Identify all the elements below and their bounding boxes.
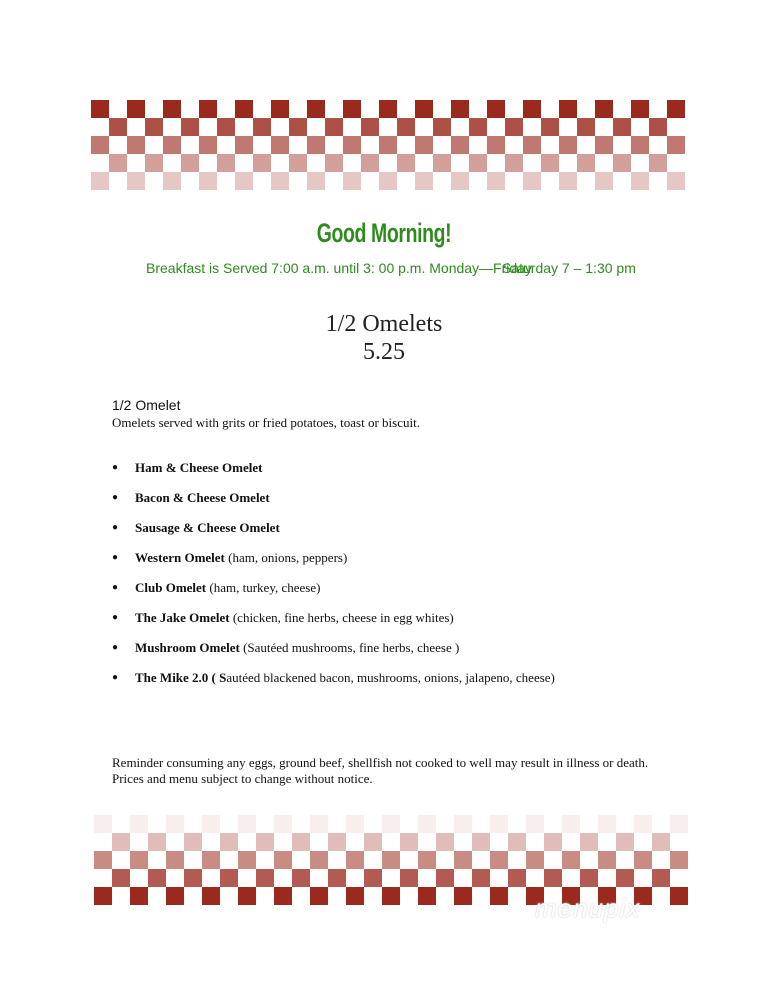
sub-heading: 1/2 Omelet	[112, 397, 181, 413]
checker-square	[652, 833, 670, 851]
checker-square	[271, 172, 289, 190]
watermark-logo: menupix	[535, 893, 641, 923]
checker-square	[307, 136, 325, 154]
checker-square	[616, 833, 634, 851]
list-item: ● The Jake Omelet (chicken, fine herbs, cheese in egg whites)	[112, 610, 454, 625]
checker-square	[235, 136, 253, 154]
checker-square	[112, 869, 130, 887]
checker-square	[508, 833, 526, 851]
checker-square	[127, 136, 145, 154]
checker-square	[199, 136, 217, 154]
checker-square	[163, 172, 181, 190]
checker-square	[166, 887, 184, 905]
checker-square	[274, 815, 292, 833]
checker-square	[130, 851, 148, 869]
checker-square	[670, 887, 688, 905]
section-title	[0, 310, 768, 366]
checker-square	[523, 172, 541, 190]
checker-square	[487, 100, 505, 118]
checker-square	[127, 100, 145, 118]
bullet-icon: ●	[112, 672, 119, 683]
checker-square	[91, 100, 109, 118]
checker-square	[310, 851, 328, 869]
checker-square	[109, 118, 127, 136]
checker-square	[274, 851, 292, 869]
checker-square	[238, 887, 256, 905]
checker-square	[184, 869, 202, 887]
checker-square	[400, 833, 418, 851]
checker-square	[667, 100, 685, 118]
health-notice	[112, 755, 648, 787]
checker-square	[667, 172, 685, 190]
checker-square	[145, 154, 163, 172]
checker-square	[559, 172, 577, 190]
checker-square	[670, 851, 688, 869]
section-name: 1/2 Omelets	[325, 311, 443, 337]
checker-square	[649, 118, 667, 136]
checker-square	[163, 100, 181, 118]
bullet-icon: ●	[112, 642, 119, 653]
checker-square	[256, 833, 274, 851]
checker-square	[217, 118, 235, 136]
checker-square	[523, 136, 541, 154]
bottom-checker-band	[94, 815, 688, 905]
checker-square	[94, 815, 112, 833]
list-item: ● Western Omelet (ham, onions, peppers)	[112, 550, 348, 565]
checker-square	[562, 815, 580, 833]
checker-square	[598, 851, 616, 869]
checker-square	[292, 833, 310, 851]
checker-square	[202, 815, 220, 833]
checker-square	[613, 118, 631, 136]
checker-square	[145, 118, 163, 136]
list-item: ● The Mike 2.0 ( Sautéed blackened bacon, mushrooms, onions, jalapeno, cheese)	[112, 670, 555, 685]
checker-square	[541, 118, 559, 136]
checker-square	[487, 172, 505, 190]
checker-square	[433, 154, 451, 172]
checker-square	[418, 815, 436, 833]
checker-square	[418, 887, 436, 905]
checker-square	[415, 100, 433, 118]
checker-square	[382, 815, 400, 833]
checker-square	[580, 869, 598, 887]
checker-square	[271, 100, 289, 118]
checker-square	[505, 154, 523, 172]
checker-square	[166, 851, 184, 869]
checker-square	[343, 136, 361, 154]
checker-square	[184, 833, 202, 851]
checker-square	[631, 136, 649, 154]
checker-square	[577, 118, 595, 136]
checker-square	[220, 869, 238, 887]
checker-square	[631, 100, 649, 118]
checker-square	[379, 100, 397, 118]
checker-square	[235, 172, 253, 190]
checker-square	[595, 172, 613, 190]
checker-square	[325, 118, 343, 136]
notice-line-1: Reminder consuming any eggs, ground beef, shellfish not cooked to well may result in illness or death.	[112, 755, 649, 770]
checker-square	[616, 869, 634, 887]
checker-square	[508, 869, 526, 887]
checker-square	[364, 833, 382, 851]
bullet-icon: ●	[112, 612, 119, 623]
bullet-icon: ●	[112, 582, 119, 593]
checker-square	[397, 118, 415, 136]
checker-square	[310, 815, 328, 833]
checker-square	[148, 869, 166, 887]
checker-square	[253, 118, 271, 136]
checker-square	[541, 154, 559, 172]
saturday-hours: Saturday 7 – 1:30 pm	[502, 260, 636, 276]
checker-square	[490, 851, 508, 869]
checker-square	[472, 833, 490, 851]
checker-square	[613, 154, 631, 172]
checker-square	[310, 887, 328, 905]
checker-square	[346, 887, 364, 905]
checker-square	[361, 154, 379, 172]
checker-square	[667, 136, 685, 154]
list-item: ● Sausage & Cheese Omelet	[112, 520, 280, 535]
bullet-icon: ●	[112, 552, 119, 563]
checker-square	[382, 851, 400, 869]
checker-square	[343, 172, 361, 190]
checker-square	[433, 118, 451, 136]
checker-square	[181, 118, 199, 136]
checker-square	[346, 815, 364, 833]
checker-square	[202, 851, 220, 869]
checker-square	[289, 154, 307, 172]
checker-square	[397, 154, 415, 172]
checker-square	[415, 172, 433, 190]
checker-square	[91, 136, 109, 154]
checker-square	[436, 833, 454, 851]
checker-square	[559, 100, 577, 118]
checker-square	[91, 172, 109, 190]
greeting-heading: Good Morning!	[316, 218, 452, 248]
checker-square	[328, 833, 346, 851]
checker-square	[328, 869, 346, 887]
bullet-icon: ●	[112, 492, 119, 503]
list-item: ● Bacon & Cheese Omelet	[112, 490, 270, 505]
checker-square	[595, 100, 613, 118]
checker-square	[181, 154, 199, 172]
checker-square	[595, 136, 613, 154]
checker-square	[94, 851, 112, 869]
checker-square	[220, 833, 238, 851]
section-price: 5.25	[363, 339, 405, 365]
checker-square	[400, 869, 418, 887]
checker-square	[256, 869, 274, 887]
checker-square	[577, 154, 595, 172]
checker-square	[562, 851, 580, 869]
checker-square	[415, 136, 433, 154]
checker-square	[526, 851, 544, 869]
checker-square	[544, 869, 562, 887]
checker-square	[598, 815, 616, 833]
checker-square	[130, 815, 148, 833]
checker-square	[634, 815, 652, 833]
checker-square	[364, 869, 382, 887]
checker-square	[130, 887, 148, 905]
checker-square	[451, 100, 469, 118]
checker-square	[649, 154, 667, 172]
checker-square	[451, 136, 469, 154]
checker-square	[148, 833, 166, 851]
checker-square	[454, 815, 472, 833]
checker-square	[634, 851, 652, 869]
checker-square	[292, 869, 310, 887]
checker-square	[544, 833, 562, 851]
weekday-hours: Breakfast is Served 7:00 a.m. until 3: 00 p.m. Monday—Friday	[146, 260, 532, 276]
checker-square	[346, 851, 364, 869]
checker-square	[166, 815, 184, 833]
checker-square	[271, 136, 289, 154]
checker-square	[361, 118, 379, 136]
checker-square	[379, 136, 397, 154]
checker-square	[523, 100, 541, 118]
checker-square	[199, 100, 217, 118]
checker-square	[652, 869, 670, 887]
checker-square	[127, 172, 145, 190]
checker-square	[490, 887, 508, 905]
hours-line	[146, 260, 636, 276]
bullet-icon: ●	[112, 522, 119, 533]
checker-square	[469, 154, 487, 172]
checker-square	[199, 172, 217, 190]
checker-square	[454, 887, 472, 905]
notice-line-2: Prices and menu subject to change without notice.	[112, 771, 373, 786]
checker-square	[382, 887, 400, 905]
checker-square	[454, 851, 472, 869]
description: Omelets served with grits or fried potatoes, toast or biscuit.	[112, 415, 420, 430]
checker-square	[94, 887, 112, 905]
checker-square	[379, 172, 397, 190]
checker-square	[274, 887, 292, 905]
checker-square	[490, 815, 508, 833]
checker-square	[418, 851, 436, 869]
omelet-list	[112, 460, 555, 700]
checker-square	[451, 172, 469, 190]
checker-square	[307, 100, 325, 118]
list-item: ● Mushroom Omelet (Sautéed mushrooms, fine herbs, cheese )	[112, 640, 460, 655]
checker-square	[238, 815, 256, 833]
checker-square	[436, 869, 454, 887]
list-item: ● Club Omelet (ham, turkey, cheese)	[112, 580, 321, 595]
checker-square	[343, 100, 361, 118]
checker-square	[112, 833, 130, 851]
bullet-icon: ●	[112, 462, 119, 473]
checker-square	[631, 172, 649, 190]
checker-square	[163, 136, 181, 154]
checker-square	[487, 136, 505, 154]
checker-square	[202, 887, 220, 905]
checker-square	[526, 815, 544, 833]
checker-square	[670, 815, 688, 833]
checker-square	[238, 851, 256, 869]
checker-square	[580, 833, 598, 851]
top-checker-band	[91, 100, 685, 190]
list-item: ● Ham & Cheese Omelet	[112, 460, 263, 475]
checker-square	[472, 869, 490, 887]
checker-square	[325, 154, 343, 172]
checker-square	[307, 172, 325, 190]
checker-square	[235, 100, 253, 118]
checker-square	[505, 118, 523, 136]
checker-square	[253, 154, 271, 172]
checker-square	[289, 118, 307, 136]
checker-square	[559, 136, 577, 154]
checker-square	[217, 154, 235, 172]
checker-square	[109, 154, 127, 172]
checker-square	[469, 118, 487, 136]
